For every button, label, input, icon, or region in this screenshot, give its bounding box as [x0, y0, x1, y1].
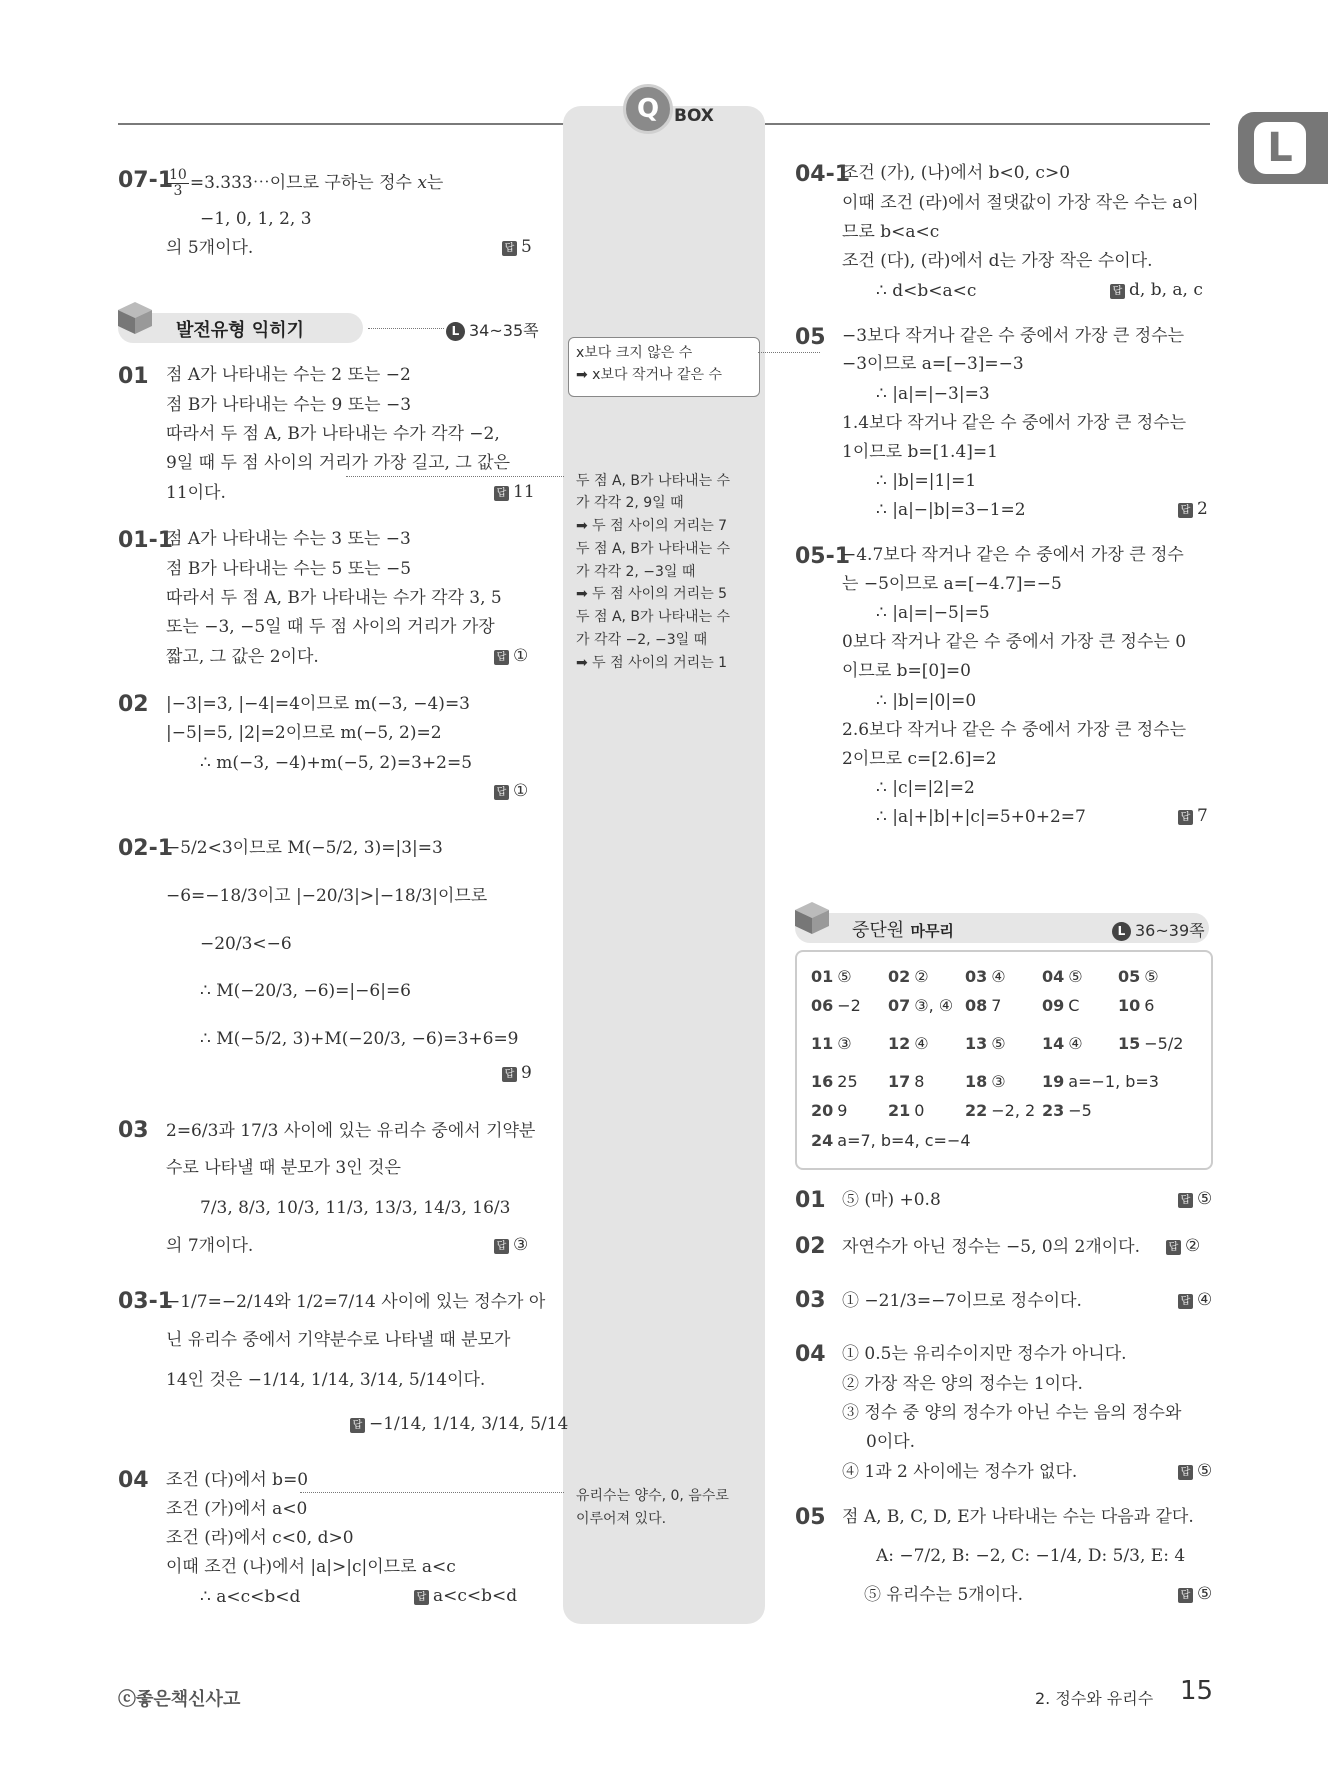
solution-line: 0보다 작거나 같은 수 중에서 가장 큰 정수는 0 [842, 632, 1187, 652]
solution-line: −3이므로 a=[−3]=−3 [842, 354, 1024, 374]
solution-line: |−3|=3, |−4|=4이므로 m(−3, −4)=3 [166, 694, 471, 714]
note-text: 두 점 A, B가 나타내는 수 [576, 473, 731, 489]
answer: 답 2 [1178, 499, 1208, 519]
answer: 답 ⑤ [1178, 1584, 1212, 1604]
note-text: 두 점 A, B가 나타내는 수 [576, 541, 731, 557]
note-text: 이루어져 있다. [576, 1511, 667, 1527]
cube-icon [116, 300, 154, 336]
fraction: $\frac{10}{3}$ [169, 167, 187, 199]
solution-line: 점 B가 나타내는 수는 9 또는 −3 [166, 395, 412, 415]
solution-line: 점 B가 나타내는 수는 5 또는 −5 [166, 559, 412, 579]
note-text: 가 각각 −2, −3일 때 [576, 632, 708, 648]
solution-line: ∴ |c|=|2|=2 [876, 778, 975, 798]
solution-line: 조건 (라)에서 c<0, d>0 [166, 1528, 354, 1548]
answer: 답 d, b, a, c [1110, 280, 1203, 300]
summary-item: 10 6 [1118, 996, 1155, 1015]
solution-line: ∴ |a|=|−5|=5 [876, 603, 990, 623]
summary-item: 14 ④ [1042, 1034, 1083, 1053]
answer-icon: 답 [1178, 1588, 1193, 1603]
solution-line: 조건 (가)에서 a<0 [166, 1499, 308, 1519]
problem-number: 02 [795, 1234, 826, 1259]
answer-icon: 답 [494, 486, 509, 501]
solution-line: −3보다 작거나 같은 수 중에서 가장 큰 정수는 [842, 326, 1185, 346]
answer-icon: 답 [1178, 810, 1193, 825]
answer-icon: 답 [502, 241, 517, 256]
answer: 답 11 [494, 482, 535, 502]
summary-item: 13 ⑤ [965, 1034, 1006, 1053]
note-text: 가 각각 2, 9일 때 [576, 495, 684, 511]
solution-line: 또는 −3, −5일 때 두 점 사이의 거리가 가장 [166, 617, 495, 637]
answer: 답 5 [502, 237, 532, 257]
problem-number: 03 [118, 1118, 149, 1143]
problem-number: 04-1 [795, 162, 851, 187]
solution-line: 조건 (다)에서 b=0 [166, 1470, 309, 1490]
solution-line: −1, 0, 1, 2, 3 [200, 209, 312, 229]
note-text: ➡ x보다 작거나 같은 수 [576, 367, 723, 383]
summary-item: 02 ② [888, 967, 929, 986]
solution-line: ① 0.5는 유리수이지만 정수가 아니다. [842, 1344, 1127, 1364]
note-leader [300, 1492, 564, 1493]
solution-line: 11이다. [166, 483, 226, 503]
solution-line: ∴ d<b<a<c [876, 281, 977, 301]
solution-line: 는 −5이므로 a=[−4.7]=−5 [842, 574, 1062, 594]
solution-line: 닌 유리수 중에서 기약분수로 나타낼 때 분모가 [166, 1330, 511, 1350]
solution-line: 따라서 두 점 A, B가 나타내는 수가 각각 −2, [166, 424, 500, 444]
answer-icon: 답 [1178, 1294, 1193, 1309]
solution-line: 점 A, B, C, D, E가 나타내는 수는 다음과 같다. [842, 1507, 1194, 1527]
section-title: 발전유형 익히기 [176, 320, 304, 341]
solution-line: 1이므로 b=[1.4]=1 [842, 442, 998, 462]
solution-line: −6=−18/3이고 |−20/3|>|−18/3|이므로 [166, 886, 488, 906]
solution-line: 1.4보다 작거나 같은 수 중에서 가장 큰 정수는 [842, 413, 1187, 433]
solution-line: 므로 b<a<c [842, 222, 940, 242]
section-page-ref: L 34~35쪽 [446, 318, 539, 341]
note-text: 유리수는 양수, 0, 음수로 [576, 1488, 729, 1504]
problem-number: 02 [118, 692, 149, 717]
solution-line: ① −21/3=−7이므로 정수이다. [842, 1291, 1082, 1311]
solution-line: 조건 (가), (나)에서 b<0, c>0 [842, 163, 1071, 183]
summary-item: 05 ⑤ [1118, 967, 1159, 986]
answer: 답 ① [494, 646, 528, 666]
solution-line: ∴ |b|=|0|=0 [876, 691, 977, 711]
answer: 답 ④ [1178, 1290, 1212, 1310]
problem-number: 01 [118, 364, 149, 389]
solution-line: ∴ |a|−|b|=3−1=2 [876, 500, 1026, 520]
solution-line: 짧고, 그 값은 2이다. [166, 647, 319, 667]
summary-item: 03 ④ [965, 967, 1006, 986]
summary-item: 23 −5 [1042, 1101, 1092, 1120]
solution-line: ∴ |b|=|1|=1 [876, 471, 977, 491]
summary-item: 01 ⑤ [811, 967, 852, 986]
answer-icon: 답 [502, 1067, 517, 1082]
page-number: 15 [1180, 1676, 1214, 1706]
summary-item: 19 a=−1, b=3 [1042, 1072, 1159, 1091]
solution-line: −20/3<−6 [200, 934, 292, 954]
solution-line: 따라서 두 점 A, B가 나타내는 수가 각각 3, 5 [166, 588, 502, 608]
summary-item: 17 8 [888, 1072, 925, 1091]
answer: 답 ③ [494, 1235, 528, 1255]
summary-item: 09 C [1042, 996, 1080, 1015]
qbox-label: BOX [674, 106, 714, 126]
solution-line: 2=6/3과 17/3 사이에 있는 유리수 중에서 기약분 [166, 1121, 536, 1141]
answer: 답 a<c<b<d [414, 1586, 517, 1606]
answer-icon: 답 [1110, 284, 1125, 299]
solution-line: ∴ |a|=|−3|=3 [876, 384, 990, 404]
solution-line: 의 7개이다. [166, 1236, 254, 1256]
solution-line: 이때 조건 (나)에서 |a|>|c|이므로 a<c [166, 1557, 456, 1577]
note-leader [758, 352, 820, 353]
solution-line: −1/7=−2/14와 1/2=7/14 사이에 있는 정수가 아 [166, 1292, 546, 1312]
header-rule-left [118, 123, 565, 125]
problem-number: 01-1 [118, 528, 174, 553]
answer-icon: 답 [350, 1418, 365, 1433]
problem-number: 05 [795, 325, 826, 350]
answer-icon: 답 [1178, 503, 1193, 518]
publisher-logo: ⓒ좋은책신사고 [118, 1689, 241, 1710]
solution-line: ② 가장 작은 양의 정수는 1이다. [842, 1374, 1083, 1394]
solution-line: A: −7/2, B: −2, C: −1/4, D: 5/3, E: 4 [876, 1546, 1186, 1566]
solution-line: ③ 정수 중 양의 정수가 아닌 수는 음의 정수와 [842, 1403, 1182, 1423]
answer-icon: 답 [1166, 1240, 1181, 1255]
solution-line: 이므로 b=[0]=0 [842, 661, 971, 681]
solution-line: ∴ a<c<b<d [200, 1587, 301, 1607]
cube-icon [793, 900, 831, 936]
qbox-column [563, 106, 765, 1624]
answer: 답 7 [1178, 806, 1208, 826]
summary-item: 16 25 [811, 1072, 858, 1091]
solution-line: $\frac{10}{3}$ =3.333⋯이므로 구하는 정수 x는 [169, 167, 444, 199]
problem-number: 04 [795, 1342, 826, 1367]
solution-line: 7/3, 8/3, 10/3, 11/3, 13/3, 14/3, 16/3 [200, 1198, 511, 1218]
solution-line: 0이다. [866, 1432, 916, 1452]
solution-line: 2이므로 c=[2.6]=2 [842, 749, 997, 769]
answer: 답 ② [1166, 1236, 1200, 1256]
problem-number: 03-1 [118, 1289, 174, 1314]
answer-icon: 답 [1178, 1465, 1193, 1480]
solution-line: 점 A가 나타내는 수는 3 또는 −3 [166, 529, 411, 549]
summary-item: 08 7 [965, 996, 1002, 1015]
solution-line: ∴ |a|+|b|+|c|=5+0+2=7 [876, 807, 1086, 827]
note-text: x보다 크지 않은 수 [576, 345, 693, 361]
qbox-icon: Q [623, 84, 673, 134]
solution-line: 2.6보다 작거나 같은 수 중에서 가장 큰 정수는 [842, 720, 1187, 740]
note-text: ➡ 두 점 사이의 거리는 1 [576, 655, 728, 671]
section-page-ref: L 36~39쪽 [1112, 918, 1205, 941]
answer-icon: 답 [414, 1590, 429, 1605]
summary-item: 20 9 [811, 1101, 848, 1120]
lesson-icon: L [1112, 922, 1131, 941]
solution-line: ⑤ 유리수는 5개이다. [864, 1585, 1023, 1605]
summary-item: 24 a=7, b=4, c=−4 [811, 1131, 971, 1150]
header-rule-right [765, 123, 1210, 125]
summary-item: 18 ③ [965, 1072, 1006, 1091]
answer: 답 ⑤ [1178, 1461, 1212, 1481]
solution-line: ⑤ (마) +0.8 [842, 1190, 941, 1210]
solution-line: ∴ m(−3, −4)+m(−5, 2)=3+2=5 [200, 753, 473, 773]
summary-item: 04 ⑤ [1042, 967, 1083, 986]
answer-icon: 답 [494, 650, 509, 665]
summary-item: 07 ③, ④ [888, 996, 954, 1015]
problem-number: 03 [795, 1288, 826, 1313]
solution-line: |−5|=5, |2|=2이므로 m(−5, 2)=2 [166, 723, 442, 743]
solution-line: −4.7보다 작거나 같은 수 중에서 가장 큰 정수 [842, 545, 1184, 565]
summary-item: 12 ④ [888, 1034, 929, 1053]
note-text: ➡ 두 점 사이의 거리는 5 [576, 586, 728, 602]
solution-line: ④ 1과 2 사이에는 정수가 없다. [842, 1462, 1078, 1482]
chapter-title: 2. 정수와 유리수 [1035, 1689, 1154, 1708]
note-leader [346, 476, 564, 477]
solution-line: 수로 나타낼 때 분모가 3인 것은 [166, 1158, 401, 1178]
problem-number: 01 [795, 1188, 826, 1213]
note-text: 두 점 A, B가 나타내는 수 [576, 609, 731, 625]
problem-number: 05 [795, 1505, 826, 1530]
note-text: ➡ 두 점 사이의 거리는 7 [576, 518, 728, 534]
chapter-tab-letter: L [1254, 122, 1306, 174]
answer: 답 −1/14, 1/14, 3/14, 5/14 [350, 1414, 568, 1434]
answer-icon: 답 [1178, 1193, 1193, 1208]
section-leader [368, 328, 444, 329]
solution-line: 자연수가 아닌 정수는 −5, 0의 2개이다. [842, 1237, 1141, 1257]
solution-line: 14인 것은 −1/14, 1/14, 3/14, 5/14이다. [166, 1370, 486, 1390]
chapter-tab [1238, 112, 1328, 184]
summary-item: 15 −5/2 [1118, 1034, 1184, 1053]
summary-item: 21 0 [888, 1101, 925, 1120]
section-title: 중단원 마무리 [852, 920, 954, 941]
summary-item: 11 ③ [811, 1034, 852, 1053]
solution-line: 9일 때 두 점 사이의 거리가 가장 길고, 그 값은 [166, 453, 511, 473]
answer: 답 ① [494, 781, 528, 801]
solution-line: 조건 (다), (라)에서 d는 가장 작은 수이다. [842, 251, 1153, 271]
problem-number: 05-1 [795, 544, 851, 569]
solution-line: ∴ M(−5/2, 3)+M(−20/3, −6)=3+6=9 [200, 1029, 519, 1049]
problem-number: 04 [118, 1468, 149, 1493]
problem-number: 02-1 [118, 836, 174, 861]
lesson-icon: L [446, 322, 465, 341]
solution-line: 의 5개이다. [166, 238, 254, 258]
solution-line: 이때 조건 (라)에서 절댓값이 가장 작은 수는 a이 [842, 193, 1199, 213]
solution-line: −5/2<3이므로 M(−5/2, 3)=|3|=3 [166, 838, 443, 858]
summary-item: 06 −2 [811, 996, 861, 1015]
summary-item: 22 −2, 2 [965, 1101, 1036, 1120]
answer: 답 ⑤ [1178, 1189, 1212, 1209]
answer-icon: 답 [494, 785, 509, 800]
solution-line: ∴ M(−20/3, −6)=|−6|=6 [200, 981, 411, 1001]
problem-number: 07-1 [118, 168, 174, 193]
answer-icon: 답 [494, 1239, 509, 1254]
solution-line: 점 A가 나타내는 수는 2 또는 −2 [166, 365, 411, 385]
note-text: 가 각각 2, −3일 때 [576, 564, 696, 580]
answer: 답 9 [502, 1063, 532, 1083]
